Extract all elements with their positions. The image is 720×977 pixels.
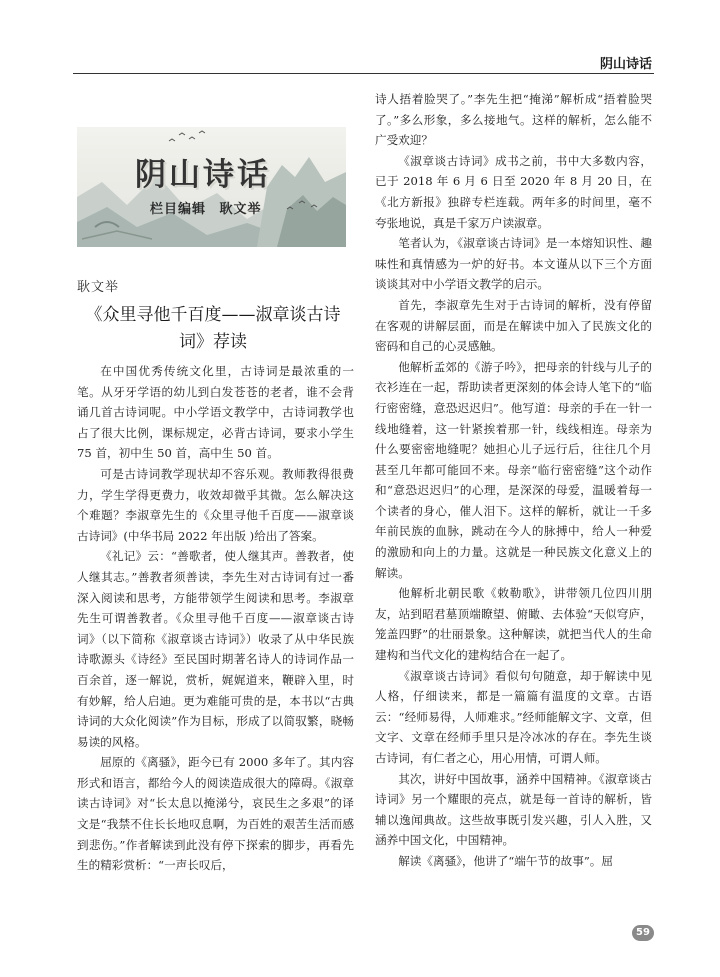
left-column <box>77 361 354 876</box>
paragraph: 他解析孟郊的《游子吟》，把母亲的针线与儿子的衣衫连在一起，帮助读者更深刻的体会诗人笔下的“临行密密缝，意恐迟迟归”。他写道：母亲的手在一针一线地缝着，这一针紧挨着那一针，线线相连。母亲为什么要密密地缝呢？她担心儿子远行后，往往几个月甚至几年都可能回不来。母亲“临行密密缝”这个动作和“意恐迟迟归”的心理，是深深的母爱，温暖着每一个读者的身心，催人泪下。这样的解析，就让一千多年前民族的血脉，跳动在今人的脉搏中，给人一种爱的激励和向上的力量。这就是一种民族文化意义上的解读。 <box>375 359 652 580</box>
article-title: 《众里寻他千百度——淑章谈古诗词》荐读 <box>85 305 341 352</box>
paragraph: 首先，李淑章先生对于古诗词的解析，没有停留在客观的讲解层面，而是在解读中加入了民族文化的密码和自己的心灵感触。 <box>375 297 652 354</box>
header-column-name: 阴山诗话 <box>599 57 652 72</box>
banner-title: 阴山诗话 <box>135 157 271 193</box>
paragraph: 他解析北朝民歌《敕勒歌》，讲带领几位四川朋友，站到昭君墓顶端瞭望、俯瞰、去体验“天似穹庐，笼盖四野”的壮丽景象。这种解读，就把当代人的生命建构和当代文化的建构结合在一起了。 <box>375 586 652 663</box>
paragraph: 屈原的《离骚》，距今已有 2000 多年了。其内容形式和语言，都给今人的阅读造成很大的障碍。《淑章读古诗词》对“长太息以掩涕兮，哀民生之多艰”的译文是“我禁不住长长地叹息啊，为百姓的艰苦生活而感到悲伤。”作者解读到此没有停下探索的脚步，再看先生的精彩赏析：“一声长叹后， <box>77 755 354 873</box>
paragraph: 在中国优秀传统文化里，古诗词是最浓重的一笔。从牙牙学语的幼儿到白发苍苍的老者，谁不会背诵几首古诗词呢。中小学语文教学中，古诗词教学也占了很大比例，课标规定，必背古诗词，要求小学生 75 首，初中生 50 首，高中生 50 首。 <box>77 364 354 461</box>
paragraph-continuation: 诗人捂着脸哭了。”李先生把“掩涕”解析成“捂着脸哭了。”多么形象，多么接地气。这样的解析，怎么能不广受欢迎？ <box>375 92 652 148</box>
right-column <box>375 89 652 872</box>
paragraph: 《淑章谈古诗词》看似句句随意，却于解读中见人格，仔细读来，都是一篇篇有温度的文章。古语云：“经师易得，人师难求。”经师能解文字、文章，但文字、文章在经师手里只是冷冰冰的存在。李先生谈古诗词，有仁者之心，用心用情，可谓人师。 <box>375 668 652 765</box>
header-rule <box>73 73 654 74</box>
page-number: 59 <box>632 925 654 941</box>
paragraph: 《礼记》云：“善歌者，使人继其声。善教者，使人继其志。”善教者须善读，李先生对古诗词有过一番深入阅读和思考，方能带领学生阅读和思考。李淑章先生可谓善教者。《众里寻他千百度——淑章谈古诗词》（以下简称《淑章谈古诗词》）收录了从中华民族诗歌源头《诗经》至民国时期著名诗人的诗词作品一百余首，逐一解说，赏析，娓娓道来，鞭辟入里，时有妙解，给人启迪。更为难能可贵的是，本书以“古典诗词的大众化阅读”作为目标，形成了以简驭繁，晓畅易读的风格。 <box>77 549 354 749</box>
banner-editor-line: 栏目编辑 耿文举 <box>150 202 262 217</box>
paragraph: 《淑章谈古诗词》成书之前，书中大多数内容，已于 2018 年 6 月 6 日至 2020 年 8 月 20 日，在《北方新报》独辟专栏连载。两年多的时间里，毫不夸张地说，真是千家万户读淑章。 <box>375 153 652 230</box>
column-banner <box>77 127 346 247</box>
paragraph: 笔者认为，《淑章谈古诗词》是一本熔知识性、趣味性和真情感为一炉的好书。本文谨从以下三个方面谈谈其对中小学语文教学的启示。 <box>375 236 652 292</box>
paragraph: 其次，讲好中国故事，涵养中国精神。《淑章谈古诗词》另一个耀眼的亮点，就是每一首诗的解析，皆辅以逸闻典故。这些故事既引发兴趣，引人入胜，又涵养中国文化，中国精神。 <box>375 771 652 848</box>
paragraph: 解读《离骚》，他讲了“端午节的故事”。屈 <box>398 853 613 868</box>
article-byline: 耿文举 <box>77 280 120 295</box>
paragraph: 可是古诗词教学现状却不容乐观。教师教得很费力，学生学得更费力，收效却微乎其微。怎么解决这个难题？李淑章先生的《众里寻他千百度——淑章谈古诗词》(中华书局 2022 年出版 )给出了答案。 <box>77 466 354 543</box>
